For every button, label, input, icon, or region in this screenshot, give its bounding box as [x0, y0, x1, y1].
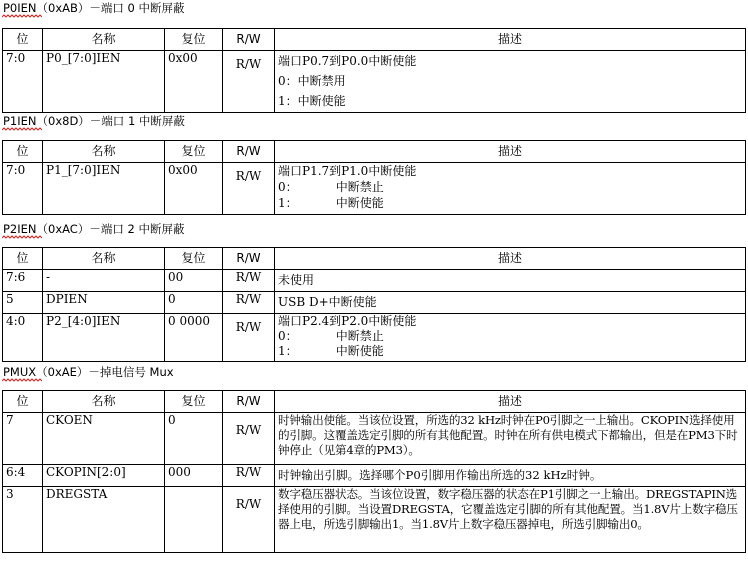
bit-cell: 3: [3, 487, 43, 553]
description-cell: [275, 292, 746, 314]
header-description: 描述: [275, 29, 746, 51]
bit-cell: 7:0: [3, 51, 43, 113]
table-row: [3, 51, 746, 113]
reset-cell: 0: [165, 292, 223, 314]
rw-cell: R/W: [223, 163, 275, 215]
field-name-cell: -: [43, 270, 165, 292]
header-rw: R/W: [223, 141, 275, 163]
rw-cell: R/W: [223, 292, 275, 314]
section-title-p1ien: P1IEN（0x8D）－端口 1 中断屏蔽: [3, 114, 185, 128]
header-name: 名称: [43, 391, 165, 413]
description-cell: [275, 51, 746, 113]
spellcheck-underline: [2, 378, 42, 382]
bit-cell: 4:0: [3, 314, 43, 362]
description-text: 时钟输出使能。当该位设置，所选的32 kHz时钟在P0引脚之一上输出。CKOPIN选择使用的引脚。这覆盖选定引脚的所有其他配置。时钟在所有供电模式下都输出，但是在PM3下时钟停止（见第4章的PM3）。: [278, 413, 738, 457]
field-name-cell: P1_[7:0]IEN: [43, 163, 165, 215]
field-name-cell: CKOPIN[2:0]: [43, 465, 165, 487]
description-line: 端口P1.7到P1.0中断使能: [278, 164, 417, 178]
header-description: 描述: [275, 141, 746, 163]
description-cell: [275, 163, 746, 215]
description-line: 端口P0.7到P0.0中断使能: [278, 54, 417, 68]
description-cell: [275, 465, 746, 487]
description-line: USB D+中断使能: [278, 295, 377, 309]
bit-cell: 7:0: [3, 163, 43, 215]
rw-cell: R/W: [223, 413, 275, 465]
header-name: 名称: [43, 141, 165, 163]
bit-cell: 7: [3, 413, 43, 465]
table-row: [3, 465, 746, 487]
reset-cell: 00: [165, 270, 223, 292]
table-row: [3, 163, 746, 215]
spellcheck-underline: [2, 127, 42, 131]
header-name: 名称: [43, 248, 165, 270]
header-bit: 位: [3, 391, 43, 413]
header-rw: R/W: [223, 29, 275, 51]
header-rw: R/W: [223, 248, 275, 270]
description-line: 0： 中断禁止: [278, 329, 384, 343]
reset-cell: 0x00: [165, 163, 223, 215]
register-table-p0ien: [2, 28, 746, 113]
reset-cell: 0: [165, 413, 223, 465]
rw-cell: R/W: [223, 314, 275, 362]
reset-cell: 0x00: [165, 51, 223, 113]
description-line: 时钟输出引脚。选择哪个P0引脚用作输出所选的32 kHz时钟。: [278, 468, 602, 482]
description-cell: [275, 413, 746, 465]
description-text: 数字稳压器状态。当该位设置，数字稳压器的状态在P1引脚之一上输出。DREGSTAPIN选择使用的引脚。当设置DREGSTA，它覆盖选定引脚的所有其他配置。当1.8V片上数字稳压器上电，所选引脚输出1。当1.8V片上数字稳压器掉电，所选引脚输出0。: [278, 487, 738, 531]
description-line: 未使用: [278, 273, 315, 287]
field-name-cell: P2_[4:0]IEN: [43, 314, 165, 362]
description-cell: [275, 314, 746, 362]
rw-cell: R/W: [223, 487, 275, 553]
reset-cell: 0 0000: [165, 314, 223, 362]
field-name-cell: CKOEN: [43, 413, 165, 465]
header-name: 名称: [43, 29, 165, 51]
header-reset: 复位: [165, 29, 223, 51]
reset-cell: [165, 487, 223, 553]
register-table-pmux: [2, 390, 746, 553]
header-reset: 复位: [165, 141, 223, 163]
spellcheck-underline: [2, 14, 42, 18]
table-row: [3, 413, 746, 465]
rw-cell: R/W: [223, 465, 275, 487]
description-line: 0： 中断禁止: [278, 180, 384, 194]
header-bit: 位: [3, 141, 43, 163]
table-row: [3, 314, 746, 362]
description-line: 1：中断使能: [278, 94, 346, 108]
description-line: 端口P2.4到P2.0中断使能: [278, 314, 417, 328]
register-table-p1ien: [2, 140, 746, 215]
header-description: 描述: [275, 391, 746, 413]
section-title-pmux: PMUX（0xAE）－掉电信号 Mux: [3, 365, 174, 379]
description-line: 1： 中断使能: [278, 196, 384, 210]
table-row: [3, 487, 746, 553]
section-title-p0ien: P0IEN（0xAB）－端口 0 中断屏蔽: [3, 1, 185, 15]
header-description: 描述: [275, 248, 746, 270]
description-line: 1： 中断使能: [278, 344, 384, 358]
field-name-cell: DPIEN: [43, 292, 165, 314]
rw-cell: R/W: [223, 51, 275, 113]
spellcheck-underline: [2, 235, 42, 239]
description-line: 0：中断禁用: [278, 74, 346, 88]
header-reset: 复位: [165, 248, 223, 270]
header-bit: 位: [3, 248, 43, 270]
table-row: [3, 270, 746, 292]
header-rw: R/W: [223, 391, 275, 413]
header-reset: 复位: [165, 391, 223, 413]
reset-cell: 000: [165, 465, 223, 487]
bit-cell: 5: [3, 292, 43, 314]
bit-cell: 7:6: [3, 270, 43, 292]
table-row: [3, 292, 746, 314]
header-bit: 位: [3, 29, 43, 51]
description-cell: [275, 270, 746, 292]
section-title-p2ien: P2IEN（0xAC）－端口 2 中断屏蔽: [3, 222, 185, 236]
register-table-p2ien: [2, 247, 746, 362]
field-name-cell: DREGSTA: [43, 487, 165, 553]
description-cell: [275, 487, 746, 553]
rw-cell: R/W: [223, 270, 275, 292]
field-name-cell: P0_[7:0]IEN: [43, 51, 165, 113]
bit-cell: 6:4: [3, 465, 43, 487]
